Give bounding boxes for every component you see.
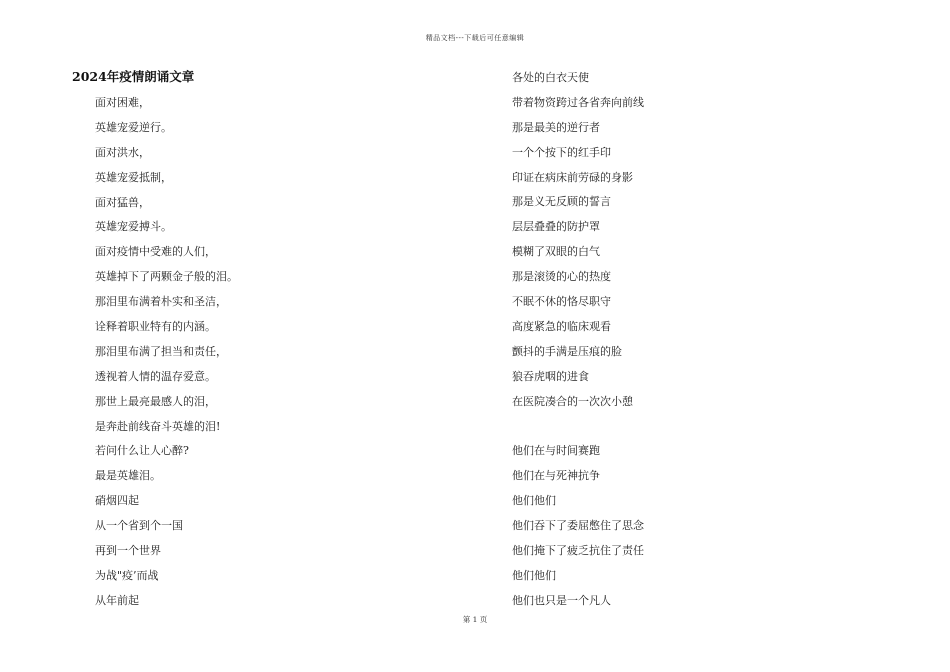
- poem-line: 模糊了双眼的白气: [512, 245, 600, 259]
- poem-line: 若问什么让人心醉?: [95, 444, 189, 458]
- poem-line: 从年前起: [95, 593, 139, 607]
- poem-line: 面对洪水，: [95, 145, 150, 159]
- poem-line: 颤抖的手满是压痕的脸: [512, 344, 622, 358]
- poem-line: 那泪里布满着朴实和圣洁，: [95, 295, 227, 309]
- poem-line: 英雄宠爱搏斗。: [95, 220, 172, 234]
- poem-line: 他们他们: [512, 494, 556, 508]
- poem-line: 那泪里布满了担当和责任，: [95, 344, 227, 358]
- poem-line: 他们也只是一个凡人: [512, 593, 611, 607]
- poem-line: 英雄宠爱逆行。: [95, 120, 172, 134]
- poem-line: 他们吞下了委屈憋住了思念: [512, 519, 644, 533]
- poem-line: 他们掩下了疲乏抗住了责任: [512, 543, 644, 557]
- document-title: 2024年疫情朗诵文章: [72, 69, 195, 84]
- poem-line: 最是英雄泪。: [95, 469, 161, 483]
- poem-line: 不眠不休的恪尽职守: [512, 295, 611, 309]
- poem-line: 各处的白衣天使: [512, 71, 589, 84]
- poem-line: 那是义无反顾的誓言: [512, 195, 611, 209]
- poem-line: 那世上最亮最感人的泪，: [95, 394, 216, 408]
- poem-line: 他们在与时间赛跑: [512, 444, 600, 458]
- poem-line: 面对疫情中受难的人们，: [95, 245, 216, 259]
- poem-line: 他们他们: [512, 568, 556, 582]
- left-column: [95, 91, 238, 614]
- poem-line: 印证在病床前劳碌的身影: [512, 170, 633, 184]
- poem-line: [512, 414, 644, 439]
- poem-line: 从一个省到个一国: [95, 519, 183, 533]
- poem-line: 高度紧急的临床观看: [512, 319, 611, 333]
- poem-line: 层层叠叠的防护罩: [512, 220, 600, 234]
- poem-line: 硝烟四起: [95, 494, 139, 508]
- poem-line: 诠释着职业特有的内涵。: [95, 320, 216, 334]
- right-column: [512, 66, 644, 614]
- poem-line: 为战"疫’而战: [95, 568, 159, 582]
- poem-line: 透视着人情的温存爱意。: [95, 369, 216, 383]
- poem-line: 一个个按下的红手印: [512, 145, 611, 159]
- poem-line: 在医院凑合的一次次小憩: [512, 394, 633, 408]
- poem-line: 那是最美的逆行者: [512, 120, 600, 134]
- poem-line: 英雄宠爱抵制，: [95, 170, 172, 184]
- poem-line: 面对困难，: [95, 96, 150, 109]
- poem-line: 带着物资跨过各省奔向前线: [512, 95, 644, 109]
- poem-line: 是奔赴前线奋斗英雄的泪!: [95, 419, 221, 433]
- page-number: 第 1 页: [462, 615, 488, 624]
- poem-line: 英雄掉下了两颗金子般的泪。: [95, 270, 238, 284]
- poem-line: 面对猛兽，: [95, 195, 150, 209]
- poem-line: 那是滚烫的心的热度: [512, 270, 611, 284]
- poem-line: 他们在与死神抗争: [512, 469, 600, 483]
- page-header: 精品文档---下载后可任意编辑: [425, 34, 525, 42]
- poem-line: 狼吞虎咽的进食: [512, 369, 589, 383]
- poem-line: 再到一个世界: [95, 544, 161, 558]
